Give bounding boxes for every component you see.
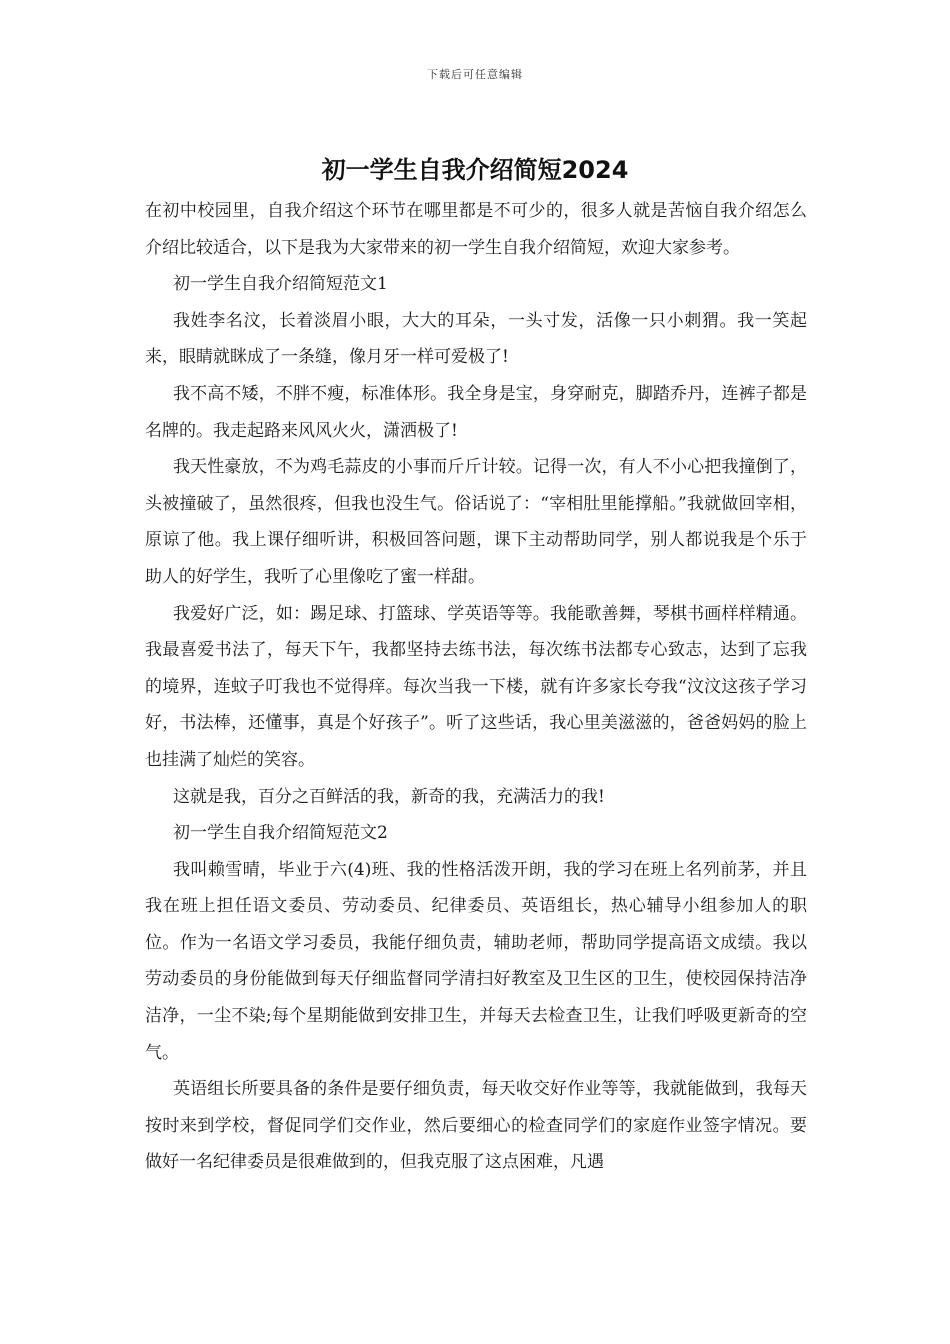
paragraph: 我爱好广泛，如：踢足球、打篮球、学英语等等。我能歌善舞，琴棋书画样样精通。我最喜爱书法了，每天下午，我都坚持去练书法，每次练书法都专心致志，达到了忘我的境界，连蚊子叮我也不觉得痒。每次当我一下楼，就有许多家长夸我“汶汶这孩子学习好，书法棒，还懂事，真是个好孩子”。听了这些话，我心里美滋滋的，爸爸妈妈的脸上也挂满了灿烂的笑容。 — [145, 603, 807, 770]
paragraph: 我不高不矮，不胖不瘦，标准体形。我全身是宝，身穿耐克，脚踏乔丹，连裤子都是名牌的。我走起路来风风火火，潇洒极了! — [145, 383, 807, 441]
section-heading: 初一学生自我介绍简短范文2 — [173, 823, 388, 844]
paragraph: 这就是我，百分之百鲜活的我，新奇的我，充满活力的我! — [173, 786, 605, 807]
section-heading: 初一学生自我介绍简短范文1 — [173, 274, 388, 295]
paragraph: 我天性豪放，不为鸡毛蒜皮的小事而斤斤计较。记得一次，有人不小心把我撞倒了，头被撞破了，虽然很疼，但我也没生气。俗话说了：“宰相肚里能撑船。”我就做回宰相，原谅了他。我上课仔细听讲，积极回答问题，课下主动帮助同学，别人都说我是个乐于助人的好学生，我听了心里像吃了蜜一样甜。 — [145, 457, 807, 587]
paragraph: 在初中校园里，自我介绍这个环节在哪里都是不可少的，很多人就是苦恼自我介绍怎么介绍比较适合，以下是我为大家带来的初一学生自我介绍简短，欢迎大家参考。 — [145, 201, 807, 258]
paragraph: 我姓李名汶，长着淡眉小眼，大大的耳朵，一头寸发，活像一只小刺猬。我一笑起来，眼睛就眯成了一条缝，像月牙一样可爱极了! — [145, 310, 807, 368]
paragraph: 我叫赖雪晴，毕业于六(4)班、我的性格活泼开朗，我的学习在班上名列前茅，并且我在班上担任语文委员、劳动委员、纪律委员、英语组长，热心辅导小组参加人的职位。作为一名语文学习委员，我能仔细负责，辅助老师，帮助同学提高语文成绩。我以劳动委员的身份能做到每天仔细监督同学清扫好教室及卫生区的卫生，使校园保持洁净洁净，一尘不染;每个星期能做到安排卫生，并每天去检查卫生，让我们呼吸更新奇的空气。 — [145, 859, 807, 1063]
paragraph: 英语组长所要具备的条件是要仔细负责，每天收交好作业等等，我就能做到，我每天按时来到学校，督促同学们交作业，然后要细心的检查同学们的家庭作业签字情况。要做好一名纪律委员是很难做到的，但我克服了这点困难，凡遇 — [145, 1079, 807, 1173]
document-body — [145, 193, 807, 1181]
page-header: 下载后可任意编辑 — [427, 68, 523, 81]
document-title: 初一学生自我介绍简短2024 — [321, 156, 629, 184]
